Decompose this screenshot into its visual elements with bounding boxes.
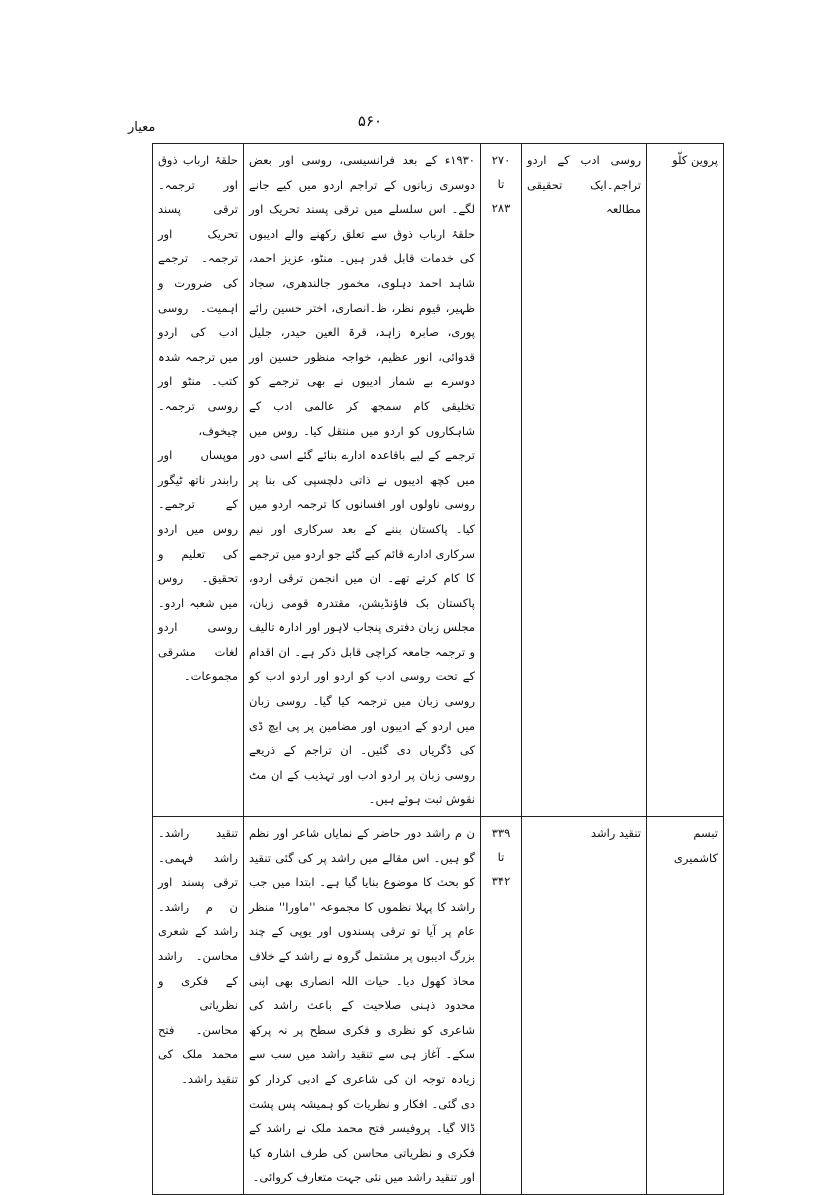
summary-cell: ۱۹۳۰ء کے بعد فرانسیسی، روسی اور بعض دوسری زبانوں کے تراجم اردو میں کیے جانے لگے۔ اس سلسلے میں ترقی پسند تحریک اور حلقۂ ارباب ذوق سے تعلق رکھنے والے ادیبوں کی خدمات قابل قدر ہیں۔ منٹو، عزیز احمد، شاہد احمد دہلوی، مخمور جالندھری، سجاد ظہیر، قیوم نظر، ظ۔انصاری، اختر حسین رائے پوری، صابرہ زاہد، قرۃ العین حیدر، جلیل قدوائی، انور عظیم، خواجہ منظور حسین اور دوسرے بے شمار ادیبوں نے بھی ترجمے کو تخلیقی کام سمجھ کر عالمی ادب کے شاہکاروں کو اردو میں منتقل کیا۔ روس میں ترجمے کے لیے باقاعدہ ادارے بنائے گئے اسی دور میں کچھ ادیبوں نے ذاتی دلچسپی کی بنا پر روسی ناولوں اور افسانوں کا ترجمہ اردو میں کیا۔ پاکستان بننے کے بعد سرکاری اور نیم سرکاری ادارے قائم کیے گئے جو اردو میں ترجمے کا کام کرتے تھے۔ ان میں انجمن ترقی اردو، پاکستان بک فاؤنڈیشن، مقتدرہ قومی زبان، مجلس زبان دفتری پنجاب لاہور اور ادارہ تالیف و ترجمہ جامعہ کراچی قابل ذکر ہے۔ ان اقدام کے تحت روسی ادب کو اردو اور اردو ادب کو روسی زبان میں ترجمہ کیا گیا۔ روسی زبان میں اردو کے ادیبوں اور مضامین پر پی ایچ ڈی کی ڈگریاں دی گئیں۔ ان تراجم کے ذریعے روسی زبان پر اردو ادب اور تہذیب کے ان مٹ نقوش ثبت ہوئے ہیں۔ (244, 144, 481, 817)
page-separator: تا (497, 850, 505, 865)
article-index-table (152, 143, 724, 1195)
keywords-cell: حلقۂ ارباب ذوق اور ترجمہ۔ ترقی پسند تحریک اور ترجمہ۔ ترجمے کی ضرورت و اہمیت۔ روسی ادب کی اردو میں ترجمہ شدہ کتب۔ منٹو اور روسی ترجمہ۔ چیخوف، موپساں اور رابندر ناتھ ٹیگور کے ترجمے۔ روس میں اردو کی تعلیم و تحقیق۔ روس میں شعبہ اردو۔ روسی اردو لغات مشرقی مجموعات۔ (153, 144, 244, 817)
pages-cell (481, 817, 522, 1195)
page-separator: تا (497, 177, 505, 191)
page-to: ۳۴۲ (491, 874, 511, 889)
page-from: ۳۳۹ (491, 826, 511, 841)
table-row (153, 817, 724, 1195)
page-from: ۲۷۰ (491, 153, 511, 167)
author-cell: تبسم کاشمیری (647, 817, 724, 1195)
keywords-cell: تنقید راشد۔ راشد فہمی۔ ترقی پسند اور ن م راشد۔ راشد کے شعری محاسن۔ راشد کے فکری و نظریاتی محاسن۔ فتح محمد ملک کی تنقید راشد۔ (153, 817, 244, 1195)
pages-cell (481, 144, 522, 817)
author-cell: پروین کلّو (647, 144, 724, 817)
page-to: ۲۸۳ (491, 201, 511, 215)
table-row (153, 144, 724, 817)
page-number: ۵۶۰ (357, 112, 383, 130)
title-cell: تنقید راشد (522, 817, 647, 1195)
title-cell: روسی ادب کے اردو تراجم۔ایک تحقیقی مطالعہ (522, 144, 647, 817)
journal-name: معیار (128, 120, 156, 135)
summary-cell: ن م راشد دور حاضر کے نمایاں شاعر اور نظم گو ہیں۔ اس مقالے میں راشد پر کی گئی تنقید کو بحث کا موضوع بنایا گیا ہے۔ ابتدا میں جب راشد کا پہلا نظموں کا مجموعہ ''ماورا'' منظر عام پر آیا تو ترقی پسندوں اور یوپی کے چند بزرگ ادیبوں پر مشتمل گروہ نے راشد کے خلاف محاذ کھول دیا۔ حیات اللہ انصاری بھی اپنی محدود ذہنی صلاحیت کے باعث راشد کی شاعری کو نظری و فکری سطح پر نہ پرکھ سکے۔ آغاز ہی سے تنقید راشد میں سب سے زیادہ توجہ ان کی شاعری کے ادبی کردار کو دی گئی۔ افکار و نظریات کو ہمیشہ پس پشت ڈالا گیا۔ پروفیسر فتح محمد ملک نے راشد کے فکری و نظریاتی محاسن کی طرف اشارہ کیا اور تنقید راشد میں نئی جہت متعارف کروائی۔ (244, 817, 481, 1195)
